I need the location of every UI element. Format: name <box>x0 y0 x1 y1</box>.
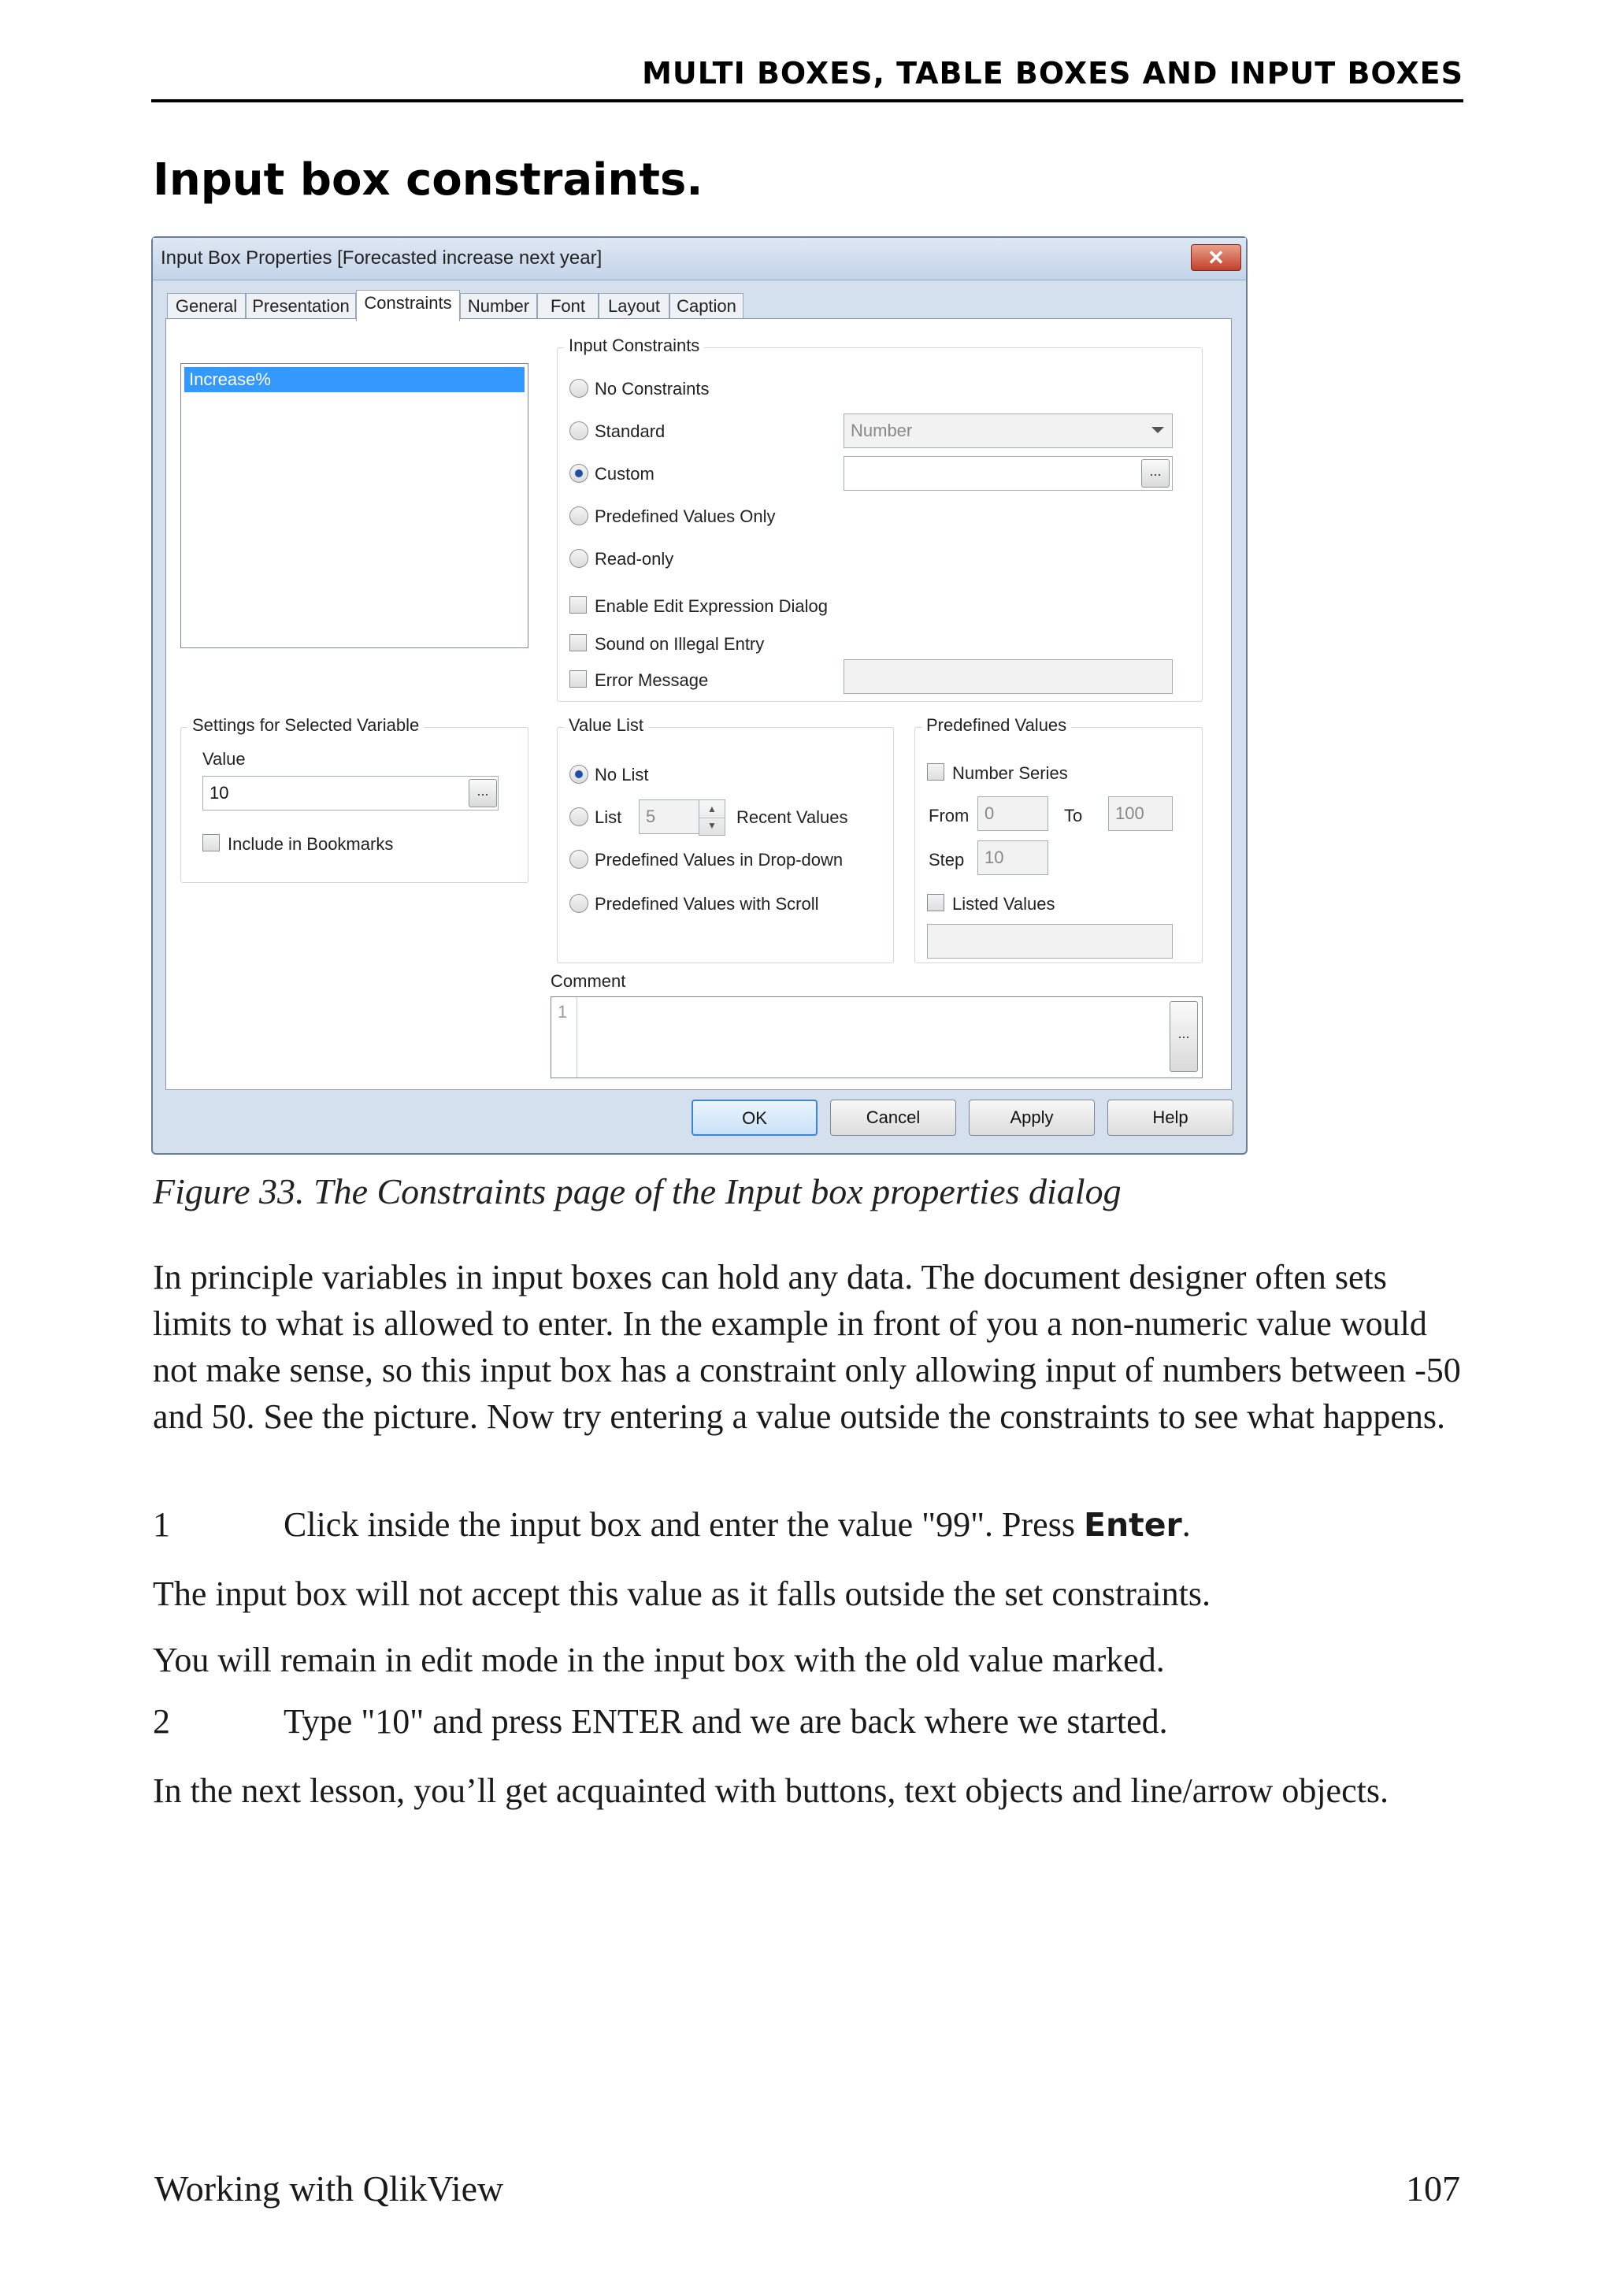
label-from: From <box>929 806 970 825</box>
to-value: 100 <box>1115 803 1144 823</box>
label-step: Step <box>929 850 965 870</box>
step-2-text <box>284 1701 1465 1741</box>
step-number: 1 <box>153 1505 170 1544</box>
comment-field[interactable] <box>551 996 1203 1078</box>
radio-predefined-only[interactable] <box>569 506 588 525</box>
footer-book-title: Working with QlikView <box>154 2168 504 2209</box>
value-list-group <box>557 715 894 963</box>
value-expression-button[interactable]: ... <box>469 779 497 807</box>
listed-values-field[interactable] <box>927 924 1173 959</box>
label-standard: Standard <box>595 421 666 441</box>
figure-caption: Figure 33. The Constraints page of the Input box properties dialog <box>153 1171 1122 1211</box>
apply-button[interactable]: Apply <box>969 1100 1095 1136</box>
label-no-constraints: No Constraints <box>595 379 710 399</box>
label-list: List <box>595 807 622 827</box>
value-input[interactable] <box>202 776 499 810</box>
section-title: Input box constraints. <box>153 154 703 206</box>
step-2-text-after: and we are back where we started. <box>682 1702 1168 1741</box>
label-comment: Comment <box>551 971 626 991</box>
paragraph-edit-mode: You will remain in edit mode in the input box with the old value marked. <box>153 1641 1165 1679</box>
tab-presentation[interactable]: Presentation <box>246 293 356 320</box>
running-head: MULTI BOXES, TABLE BOXES AND INPUT BOXES <box>151 49 1463 102</box>
step-1-text-after: . <box>1181 1505 1191 1544</box>
radio-predefined-scroll[interactable] <box>569 894 588 913</box>
paragraph-rejection: The input box will not accept this value as it falls outside the set constraints. <box>153 1575 1211 1613</box>
label-include-in-bookmarks: Include in Bookmarks <box>228 834 394 854</box>
step-1-text <box>284 1504 1465 1545</box>
tab-number[interactable]: Number <box>460 293 537 320</box>
label-no-list: No List <box>595 765 649 784</box>
tab-caption[interactable]: Caption <box>669 293 743 320</box>
checkbox-number-series[interactable] <box>927 763 944 781</box>
variable-listbox[interactable] <box>180 363 528 648</box>
radio-no-list[interactable] <box>569 765 588 784</box>
label-predefined-scroll: Predefined Values with Scroll <box>595 894 819 914</box>
radio-predefined-dropdown[interactable] <box>569 850 588 869</box>
standard-select[interactable] <box>844 414 1173 448</box>
list-count-value: 5 <box>646 807 656 826</box>
group-title: Input Constraints <box>564 336 704 356</box>
help-button[interactable]: Help <box>1107 1100 1233 1136</box>
chevron-up-icon[interactable]: ▲ <box>707 803 717 814</box>
step-2-text-before: Type "10" and press <box>284 1702 572 1741</box>
list-count-stepper[interactable] <box>699 799 725 836</box>
input-box-properties-dialog <box>151 236 1248 1155</box>
label-custom: Custom <box>595 464 654 484</box>
step-number: 2 <box>153 1702 170 1741</box>
custom-expression-field[interactable] <box>844 456 1173 491</box>
tab-general[interactable]: General <box>167 293 246 320</box>
group-title: Value List <box>564 715 648 736</box>
standard-select-value: Number <box>851 421 913 440</box>
list-count-input[interactable] <box>639 799 700 834</box>
from-input[interactable] <box>977 796 1048 831</box>
label-to: To <box>1064 806 1083 825</box>
custom-expression-button[interactable]: ... <box>1141 459 1170 488</box>
chevron-down-icon[interactable]: ▼ <box>699 818 725 835</box>
label-error-message: Error Message <box>595 670 709 690</box>
checkbox-listed-values[interactable] <box>927 894 944 911</box>
label-recent-values: Recent Values <box>736 807 848 827</box>
group-title: Settings for Selected Variable <box>187 715 424 736</box>
cancel-button[interactable]: Cancel <box>830 1100 956 1136</box>
step-input[interactable] <box>977 840 1048 875</box>
label-number-series: Number Series <box>952 763 1068 783</box>
comment-line-number: 1 <box>558 1002 568 1022</box>
step-value: 10 <box>984 848 1004 867</box>
checkbox-error-message[interactable] <box>569 670 587 688</box>
radio-no-constraints[interactable] <box>569 379 588 398</box>
ok-button[interactable]: OK <box>692 1100 818 1136</box>
checkbox-enable-edit-expression[interactable] <box>569 596 587 614</box>
error-message-field[interactable] <box>844 659 1173 694</box>
group-title: Predefined Values <box>921 715 1071 736</box>
dialog-title: Input Box Properties [Forecasted increase next year] <box>161 247 603 269</box>
label-sound-on-illegal: Sound on Illegal Entry <box>595 634 765 654</box>
label-read-only: Read-only <box>595 549 674 569</box>
label-enable-edit-expression: Enable Edit Expression Dialog <box>595 596 828 616</box>
label-predefined-only: Predefined Values Only <box>595 506 776 526</box>
page-number: 107 <box>1406 2168 1460 2209</box>
paragraph-intro: In principle variables in input boxes can hold any data. The document designer often sets limits to what is allowed to enter. In the example in front of you a non-numeric value would not make sense, so this input box has a constraint only allowing input of numbers between -50 and 50. See the picture. Now try entering a value outside the constraints to see what happens. <box>153 1258 1461 1436</box>
radio-standard[interactable] <box>569 421 588 440</box>
tab-constraints[interactable]: Constraints <box>356 290 460 321</box>
to-input[interactable] <box>1108 796 1173 831</box>
checkbox-include-in-bookmarks[interactable] <box>202 834 220 851</box>
dialog-titlebar <box>153 238 1246 280</box>
comment-expand-button[interactable]: ... <box>1170 1001 1198 1072</box>
chevron-down-icon <box>1151 427 1164 433</box>
key-enter: ENTER <box>571 1702 683 1741</box>
label-listed-values: Listed Values <box>952 894 1055 914</box>
tab-font[interactable]: Font <box>537 293 599 320</box>
key-enter: Enter <box>1083 1506 1182 1544</box>
close-icon[interactable]: ✕ <box>1191 244 1241 271</box>
list-item-selected[interactable]: Increase% <box>184 367 525 392</box>
value-input-text: 10 <box>210 783 229 803</box>
label-predefined-dropdown: Predefined Values in Drop-down <box>595 850 844 870</box>
paragraph-next-lesson: In the next lesson, you’ll get acquainted with buttons, text objects and line/arrow objects. <box>153 1771 1389 1810</box>
step-1-text-before: Click inside the input box and enter the value "99". Press <box>284 1505 1084 1544</box>
checkbox-sound-on-illegal[interactable] <box>569 634 587 651</box>
from-value: 0 <box>984 803 995 823</box>
radio-list[interactable] <box>569 807 588 826</box>
radio-read-only[interactable] <box>569 549 588 568</box>
tab-layout[interactable]: Layout <box>599 293 669 320</box>
constraints-page <box>165 318 1232 1090</box>
label-value: Value <box>202 749 246 769</box>
radio-custom[interactable] <box>569 464 588 483</box>
